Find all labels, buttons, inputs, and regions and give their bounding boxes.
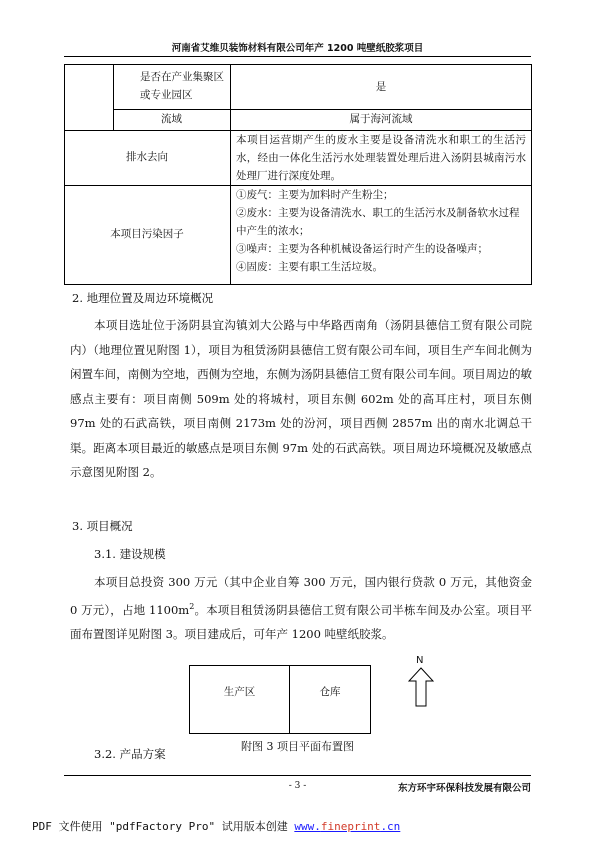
table-cell-value: 本项目运营期产生的废水主要是设备清洗水和职工的生活污水，经由一体化生活污水处理装置处理后进入汤阴县城南污水处理厂进行深度处理。 [236, 134, 526, 182]
table-cell-label: 流域 [161, 113, 182, 125]
link-part: fineprint [320, 820, 381, 833]
link-part: www. [294, 820, 321, 833]
section-heading: 3. 项目概况 [72, 519, 133, 533]
site-boundary [189, 665, 371, 734]
table-cell-label: 是否在产业集聚区 或专业园区 [140, 71, 224, 101]
page-header-title: 河南省艾维贝装饰材料有限公司年产 1200 吨壁纸胶浆项目 [171, 43, 424, 54]
pdf-watermark-note [32, 818, 400, 834]
fineprint-link[interactable] [294, 820, 400, 833]
pdf-note-text: PDF 文件使用 "pdfFactory Pro" 试用版本创建 [32, 820, 295, 833]
subsection-heading: 3.2. 产品方案 [94, 747, 166, 761]
footer-company: 东方环宇环保科技发展有限公司 [397, 783, 531, 794]
table-border-right [531, 64, 532, 284]
north-arrow-icon [408, 667, 434, 707]
footer-rule [64, 775, 531, 776]
table-mid-col [230, 64, 231, 284]
table-cell-value: 属于海河流域 [349, 113, 413, 125]
superscript: 2 [189, 601, 195, 611]
table-cell-value: 是 [375, 81, 387, 93]
para-text: 本项目总投资 300 万元（其中企业自筹 300 万元，国内银行贷款 0 万元，其他资金 0 万元），占地 1100m [70, 575, 532, 617]
figure-caption: 附图 3 项目平面布置图 [241, 740, 354, 753]
table-border-left [64, 64, 65, 284]
area-divider [289, 665, 290, 733]
subsection-heading: 3.1. 建设规模 [94, 547, 166, 561]
pollutant-item: ④固废：主要有职工生活垃圾。 [236, 261, 383, 273]
link-part: .cn [380, 820, 401, 833]
header-rule [64, 56, 531, 57]
section-paragraph [70, 570, 532, 646]
page-number: - 3 - [288, 781, 307, 791]
para-text: 。本项目租赁汤阴县德信工贸有限公司半栋车间及办公室。项目平面布置图详见附图 3。项目建成后，可年产 1200 吨壁纸胶浆。 [70, 602, 532, 641]
table-border-bottom [64, 284, 532, 285]
pollutant-list [236, 186, 526, 276]
pollutant-item: ③噪声：主要为各种机械设备运行时产生的设备噪声； [236, 243, 488, 255]
table-cell-label: 排水去向 [126, 151, 168, 163]
pollutant-item: ①废气：主要为加料时产生粉尘； [236, 189, 394, 201]
table-border-top [64, 64, 532, 65]
area-warehouse: 仓库 [319, 686, 341, 698]
table-cell-label: 本项目污染因子 [110, 228, 184, 240]
area-production: 生产区 [223, 686, 256, 698]
pollutant-item: ②废水：主要为设备清洗水、职工的生活污水及制备软水过程中产生的浓水； [236, 207, 520, 237]
section-paragraph: 本项目选址位于汤阴县宜沟镇刘大公路与中华路西南角（汤阴县德信工贸有限公司院内）（地理位置见附图 1），项目为租赁汤阴县德信工贸有限公司车间，项目生产车间北侧为闲置车间，南侧为空地，西侧为空地，东侧为汤阴县德信工贸有限公司车间。项目周边的敏感点主要有：项目南侧 509m 处的将城村，项目东侧 602m 处的高耳庄村，项目东侧 97m 处的石武高铁，项目南侧 2173m 处的汾河，项目西侧 2857m 出的南水北调总干渠。距离本项目最近的敏感点是项目东侧 97m 处的石武高铁。项目周边环境概况及敏感点示意图见附图 2。 [70, 318, 532, 479]
north-label: N [416, 655, 424, 666]
section-heading: 2. 地理位置及周边环境概况 [72, 291, 214, 305]
